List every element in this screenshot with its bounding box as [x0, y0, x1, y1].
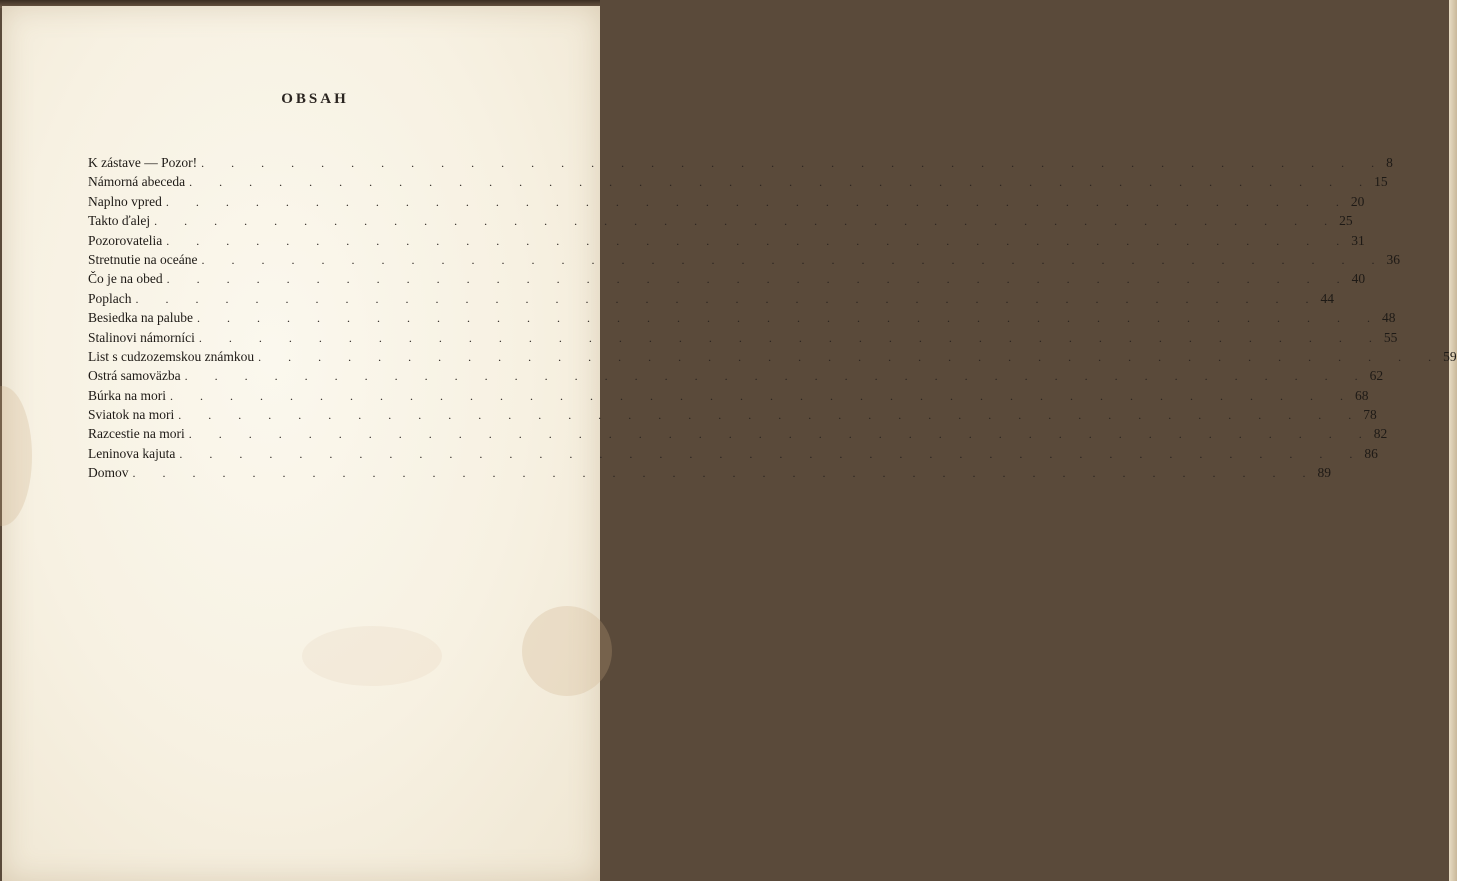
toc-entry	[88, 310, 1396, 329]
toc-entry-title: Búrka na mori	[88, 387, 166, 403]
toc-entry-title: Stalinovi námorníci	[88, 329, 195, 345]
toc-dot-leader: . . . . . . . . . . . . . . . . . . . . . . . . . . . . . . . . . . . . . . . .	[169, 388, 1355, 403]
paper-stain	[522, 606, 612, 696]
toc-dot-leader: . . . . . . . . . . . . . . . . . . . . . . . . . . . . . . . . . . . . . . . .	[178, 408, 1364, 423]
toc-entry	[88, 232, 1365, 252]
toc-dot-leader: . . . . . . . . . . . . . . . . . . . . . . . . . . . . . . . . . . . . . . . .	[201, 252, 1387, 267]
toc-dot-leader: . . . . . . . . . . . . . . . . . . . . . . . . . . . . . . . . . . . . . . . .	[201, 156, 1387, 170]
toc-entry-page-number: 31	[1351, 232, 1365, 248]
toc-entry	[88, 290, 1334, 310]
toc-entry-page-number: 20	[1350, 193, 1365, 209]
toc-dot-leader: . . . . . . . . . . . . . . . . . . . . . . . . . . . . . . . . . . . . . . . .	[154, 214, 1340, 229]
toc-entry	[88, 174, 1388, 193]
toc-dot-leader: . . . . . . . . . . . . . . . . . . . . . . . . . . . . . . . . . . . . . . . .	[188, 427, 1374, 442]
toc-dot-leader: . . . . . . . . . . . . . . . . . . . . . . . . . . . . . . . . . . . . . . . .	[184, 369, 1370, 384]
toc-entry-title: Leninova kajuta	[88, 445, 176, 461]
toc-entry	[88, 368, 1384, 387]
toc-dot-leader: . . . . . . . . . . . . . . . . . . . . . . . . . . . . . . . . . . . . . . . .	[135, 291, 1321, 306]
paper-stain	[0, 386, 32, 526]
toc-entry-page-number: 25	[1339, 213, 1353, 229]
toc-dot-leader: . . . . . . . . . . . . . . . . . . . . . . . . . . . . . . . . . . . . . . . .	[258, 349, 1444, 364]
toc-entry-title: Besiedka na palube	[88, 310, 193, 326]
toc-entry-title: Ostrá samoväzba	[88, 368, 181, 384]
toc-entry	[88, 193, 1365, 213]
table-of-contents	[88, 155, 1457, 485]
toc-entry-page-number: 8	[1386, 155, 1393, 170]
toc-entry	[88, 465, 1331, 484]
toc-entry	[88, 155, 1393, 174]
toc-entry-page-number: 44	[1320, 290, 1334, 306]
toc-entry-title: Stretnutie na oceáne	[88, 251, 198, 267]
toc-dot-leader: . . . . . . . . . . . . . . . . . . . . . . . . . . . . . . . . . . . . . . . .	[179, 446, 1365, 461]
toc-entry-page-number: 55	[1383, 329, 1398, 345]
toc-entry-page-number: 48	[1381, 310, 1396, 326]
toc-entry-title: Námorná abeceda	[88, 174, 186, 190]
toc-entry-page-number: 36	[1386, 251, 1400, 267]
toc-entry	[88, 271, 1366, 290]
toc-entry-title: Poplach	[88, 290, 132, 306]
toc-dot-leader: . . . . . . . . . . . . . . . . . . . . . . . . . . . . . . . . . . . . . . . .	[166, 272, 1352, 287]
toc-entry-title: List s cudzozemskou známkou	[88, 348, 255, 364]
page-right-edge	[1449, 0, 1457, 881]
toc-dot-leader: . . . . . . . . . . . . . . . . . . . . . . . . . . . . . . . . . . . . . . . .	[132, 466, 1318, 481]
toc-entry-page-number: 89	[1317, 465, 1331, 481]
toc-entry	[88, 213, 1353, 232]
toc-entry-title: Pozorovatelia	[88, 232, 163, 248]
toc-dot-leader: . . . . . . . . . . . . . . . . . . . . . . . . . . . . . . . . . . . . . . . .	[165, 194, 1351, 209]
toc-entry-page-number: 86	[1364, 445, 1378, 461]
toc-entry-page-number: 82	[1373, 426, 1388, 442]
toc-dot-leader: . . . . . . . . . . . . . . . . . . . . . . . . . . . . . . . . . . . . . . . .	[196, 311, 1382, 326]
toc-entry	[88, 445, 1378, 465]
page-title: OBSAH	[281, 91, 349, 107]
toc-entry-page-number: 62	[1369, 368, 1384, 384]
toc-entry	[88, 329, 1398, 349]
toc-entry	[88, 348, 1457, 368]
paper-stain	[302, 626, 442, 686]
toc-entry-title: K zástave — Pozor!	[88, 155, 198, 170]
toc-entry-title: Čo je na obed	[88, 271, 163, 287]
toc-entry-page-number: 78	[1363, 407, 1377, 423]
toc-entry-title: Razcestie na mori	[88, 426, 185, 442]
toc-entry-page-number: 59	[1443, 348, 1457, 364]
toc-entry	[88, 407, 1377, 426]
toc-entry	[88, 251, 1400, 271]
toc-entry	[88, 426, 1388, 445]
toc-entry-title: Takto ďalej	[88, 213, 151, 229]
toc-dot-leader: . . . . . . . . . . . . . . . . . . . . . . . . . . . . . . . . . . . . . . . .	[198, 330, 1384, 345]
toc-entry-title: Sviatok na mori	[88, 407, 175, 423]
toc-entry	[88, 387, 1369, 407]
toc-entry-page-number: 68	[1354, 387, 1369, 403]
toc-dot-leader: . . . . . . . . . . . . . . . . . . . . . . . . . . . . . . . . . . . . . . . .	[189, 175, 1375, 190]
toc-entry-page-number: 40	[1351, 271, 1366, 287]
toc-entry-title: Naplno vpred	[88, 193, 162, 209]
toc-entry-page-number: 15	[1374, 174, 1388, 190]
toc-entry-title: Domov	[88, 465, 129, 481]
toc-dot-leader: . . . . . . . . . . . . . . . . . . . . . . . . . . . . . . . . . . . . . . . .	[166, 233, 1352, 248]
